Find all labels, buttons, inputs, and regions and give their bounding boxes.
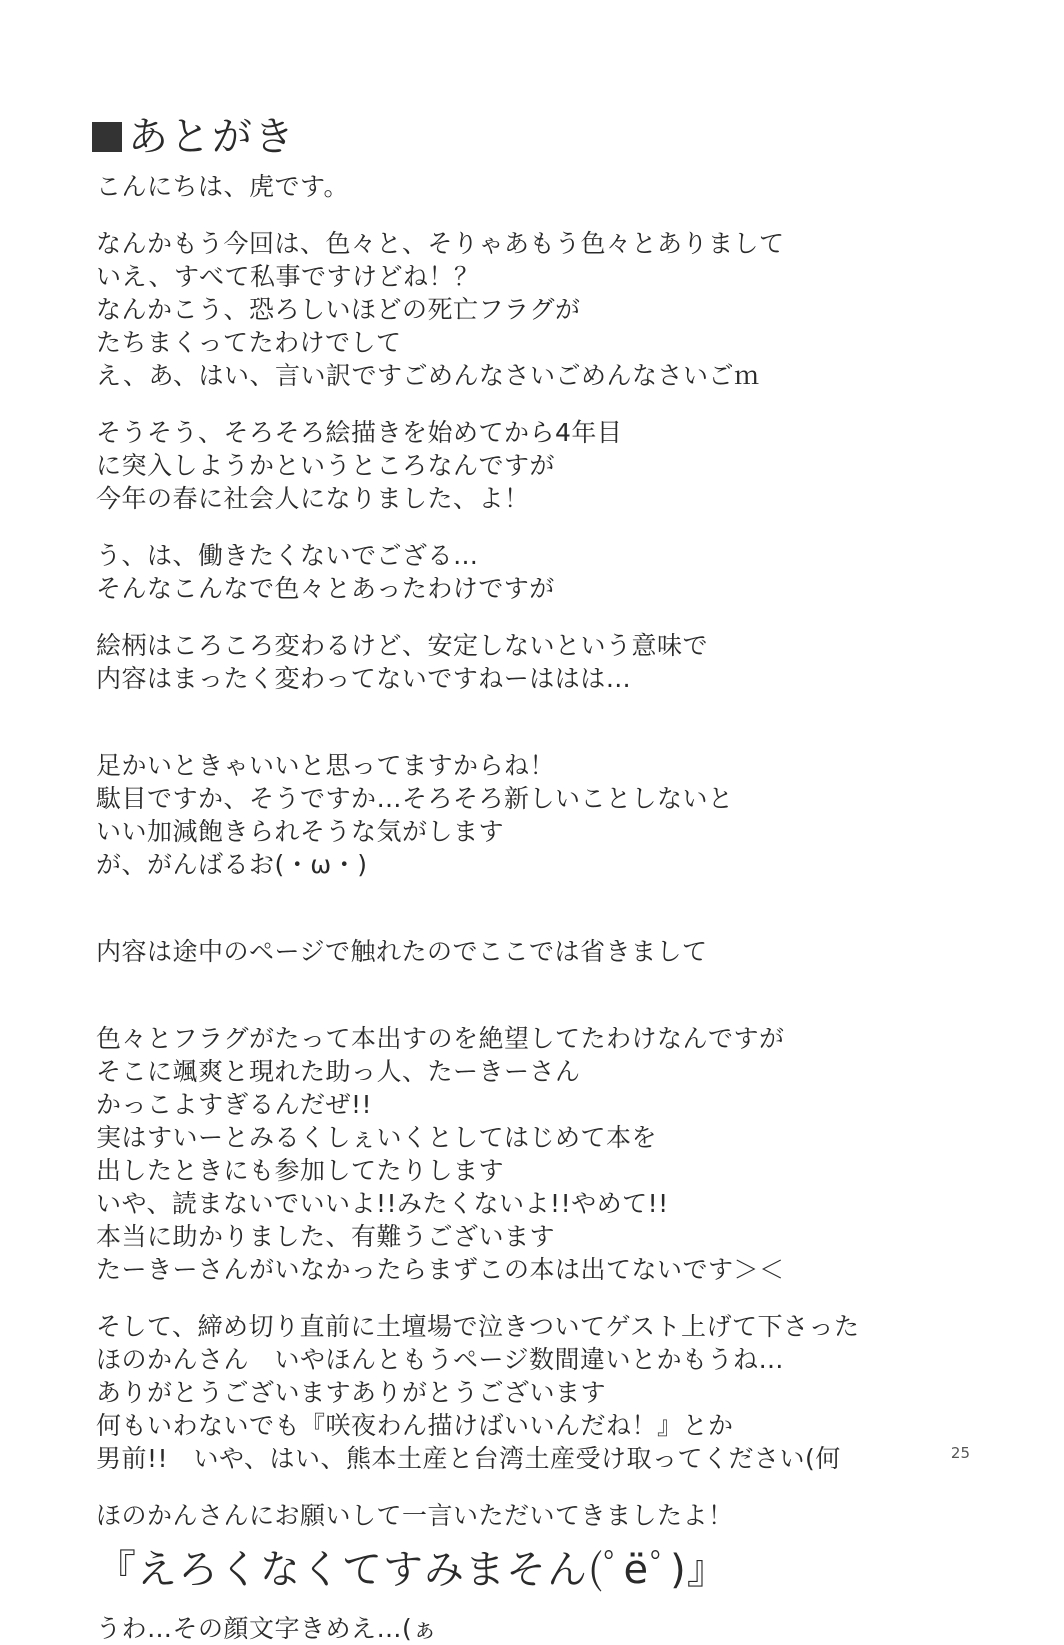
text-line: なんかこう、恐ろしいほどの死亡フラグが	[96, 295, 581, 324]
paragraph	[96, 416, 976, 515]
paragraph	[96, 629, 976, 695]
text-line: かっこよすぎるんだぜ!!	[96, 1090, 373, 1119]
afterword-body	[96, 170, 976, 1645]
text-line: ほのかんさん いやほんともうページ数間違いとかもうね…	[96, 1345, 785, 1374]
paragraph	[96, 539, 976, 605]
text-line: が、がんばるお(・ω・)	[96, 850, 368, 879]
paragraph	[96, 935, 976, 968]
text-line: 実はすいーとみるくしぇいくとしてはじめて本を	[96, 1123, 658, 1152]
paragraph	[96, 1022, 976, 1286]
text-line: 足かいときゃいいと思ってますからね！	[96, 751, 556, 780]
text-line: 何もいわないでも『咲夜わん描けばいいんだね！』とか	[96, 1411, 734, 1440]
text-line: 内容はまったく変わってないですねーははは…	[96, 664, 632, 693]
text-line: ありがとうございますありがとうございます	[96, 1378, 607, 1407]
text-line: たーきーさんがいなかったらまずこの本は出てないです＞＜	[96, 1255, 785, 1284]
text-line: う、は、働きたくないでござる…	[96, 541, 479, 570]
text-line: そこに颯爽と現れた助っ人、たーきーさん	[96, 1057, 581, 1086]
text-line: 出したときにも参加してたりします	[96, 1156, 505, 1185]
text-line: いえ、すべて私事ですけどね！？	[96, 262, 480, 291]
text-line: 絵柄はころころ変わるけど、安定しないという意味で	[96, 631, 709, 660]
black-square-icon	[92, 122, 122, 152]
text-line: 本当に助かりました、有難うございます	[96, 1222, 556, 1251]
text-line: なんかもう今回は、色々と、そりゃあもう色々とありまして	[96, 229, 785, 258]
text-line: 駄目ですか、そうですか…そろそろ新しいことしないと	[96, 784, 734, 813]
text-line: そうそう、そろそろ絵描きを始めてから4年目	[96, 418, 623, 447]
text-line: いや、読まないでいいよ!!みたくないよ!!やめて!!	[96, 1189, 669, 1218]
closing-line: うわ…その顔文字きめえ…(ぁ	[96, 1614, 438, 1643]
guest-quote: 『えろくなくてすみまそん(ﾟёﾟ)』	[96, 1547, 728, 1593]
text-line: 内容は途中のページで触れたのでここでは省きまして	[96, 937, 708, 966]
text-line: 男前!! いや、はい、熊本土産と台湾土産受け取ってください(何	[96, 1444, 841, 1473]
section-heading	[92, 112, 296, 162]
paragraph	[96, 749, 976, 881]
text-line: に突入しようかというところなんですが	[96, 451, 556, 480]
text-line: そして、締め切り直前に土壇場で泣きついてゲスト上げて下さった	[96, 1312, 860, 1341]
text-line: こんにちは、虎です。	[96, 172, 350, 201]
page-number: 25	[950, 1444, 970, 1462]
text-line: たちまくってたわけでして	[96, 328, 402, 357]
text-line: いい加減飽きられそうな気がします	[96, 817, 505, 846]
heading-title: あとがき	[128, 114, 296, 160]
text-line: そんなこんなで色々とあったわけですが	[96, 574, 555, 603]
paragraph	[96, 170, 976, 203]
text-line: 色々とフラグがたって本出すのを絶望してたわけなんですが	[96, 1024, 785, 1053]
text-line: 今年の春に社会人になりました、よ！	[96, 484, 530, 513]
text-line: ほのかんさんにお願いして一言いただいてきましたよ！	[96, 1501, 734, 1530]
paragraph	[96, 1310, 976, 1475]
paragraph	[96, 227, 976, 392]
paragraph	[96, 1499, 976, 1532]
text-line: え、あ、はい、言い訳ですごめんなさいごめんなさいごｍ	[96, 361, 760, 390]
